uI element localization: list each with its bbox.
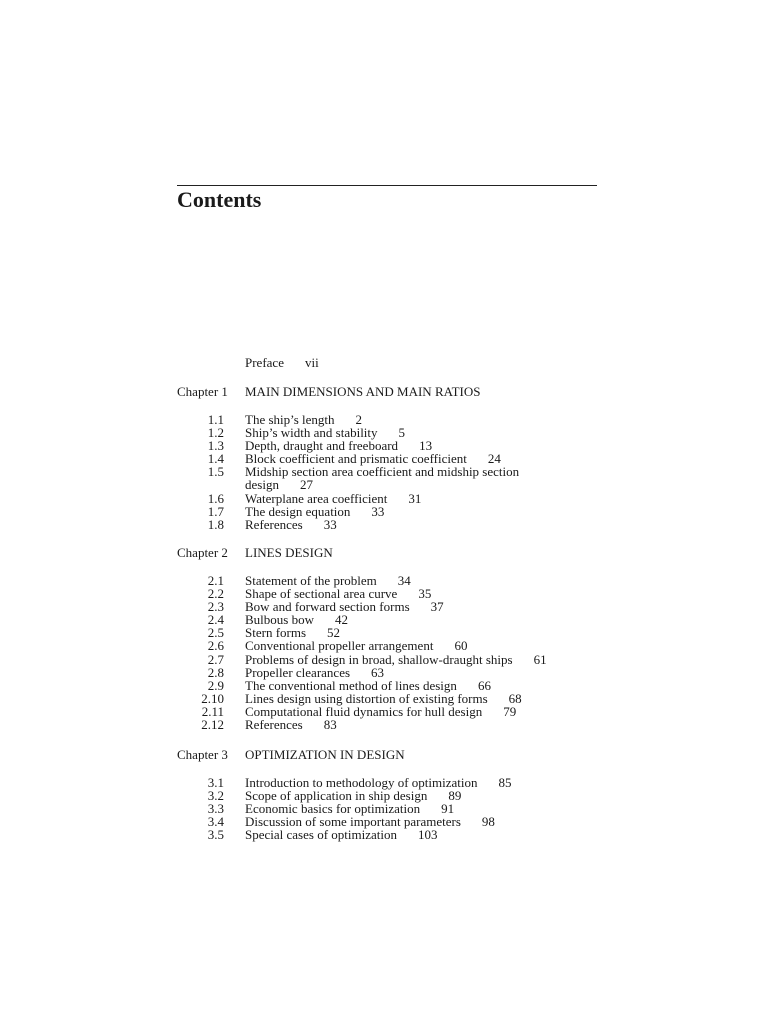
section-title: Lines design using distortion of existing forms: [245, 690, 488, 706]
section-page: 89: [448, 788, 462, 804]
toc-entry: [177, 518, 617, 531]
section-number: 2.2: [207, 586, 224, 602]
chapter-label: Chapter 2: [177, 545, 228, 560]
section-number: 1.7: [207, 503, 224, 519]
section-title: Ship’s width and stability: [245, 425, 378, 441]
toc-entry: [177, 492, 617, 505]
section-number: 3.5: [207, 827, 224, 843]
section-number: 2.8: [207, 664, 224, 680]
section-page: 52: [327, 625, 341, 641]
section-page: 37: [430, 599, 444, 615]
section-page: 33: [371, 503, 385, 519]
section-page: 27: [299, 477, 313, 493]
section-list: [177, 776, 617, 841]
section-number: 1.4: [207, 451, 224, 467]
section-page: 60: [454, 638, 468, 654]
section-number: 2.12: [201, 717, 224, 733]
section-page: 34: [397, 573, 411, 588]
section-page: 85: [498, 775, 512, 790]
preface-label: Preface: [245, 355, 284, 370]
toc-entry: [177, 653, 617, 666]
chapter-1: [177, 384, 617, 531]
toc-entry: [177, 505, 617, 518]
page-title: Contents: [177, 187, 262, 212]
section-number: 1.6: [207, 490, 224, 506]
section-title: Block coefficient and prismatic coefficient: [245, 451, 467, 467]
section-title: Problems of design in broad, shallow-draught ships: [245, 651, 513, 667]
section-title: Introduction to methodology of optimization: [245, 775, 478, 790]
section-title: Discussion of some important parameters: [245, 814, 461, 830]
section-number: 2.7: [207, 651, 224, 667]
section-page: 2: [355, 412, 363, 427]
chapter-label: Chapter 3: [177, 747, 228, 762]
section-title: Statement of the problem: [245, 573, 377, 588]
preface-page: vii: [304, 355, 319, 370]
section-number: 3.3: [207, 801, 224, 817]
section-page: 91: [441, 801, 455, 817]
preface-entry: [245, 355, 319, 371]
section-number: 3.2: [207, 788, 224, 804]
chapter-heading: [177, 545, 617, 561]
section-title: Midship section area coefficient and midship section design: [245, 464, 520, 493]
section-page: 83: [323, 717, 337, 733]
section-number: 2.10: [201, 690, 224, 706]
section-page: 33: [323, 516, 337, 532]
section-title: References: [245, 516, 303, 532]
section-page: 63: [371, 664, 385, 680]
section-page: 68: [508, 690, 522, 706]
chapter-2: [177, 545, 617, 731]
toc-entry: [177, 465, 617, 491]
section-page: 42: [334, 612, 348, 628]
section-page: 24: [487, 451, 501, 467]
section-page: 5: [398, 425, 406, 441]
chapter-label: Chapter 1: [177, 384, 228, 399]
section-page: 103: [417, 827, 438, 843]
toc-entry: [177, 718, 617, 731]
chapter-heading: [177, 384, 617, 400]
section-title: Scope of application in ship design: [245, 788, 428, 804]
section-title: Economic basics for optimization: [245, 801, 421, 817]
toc-entry: [177, 828, 617, 841]
section-number: 1.8: [207, 516, 224, 532]
section-number: 2.6: [207, 638, 224, 654]
section-number: 1.3: [207, 438, 224, 454]
toc-entry: [177, 613, 617, 626]
section-page: 35: [418, 586, 432, 602]
section-title: Bulbous bow: [245, 612, 314, 628]
chapter-title: OPTIMIZATION IN DESIGN: [245, 747, 405, 762]
section-title: Bow and forward section forms: [245, 599, 410, 615]
toc-entry: [177, 413, 617, 426]
toc-entry: [177, 600, 617, 613]
section-title: Depth, draught and freeboard: [245, 438, 399, 454]
section-number: 1.5: [207, 464, 224, 480]
section-list: [177, 574, 617, 731]
section-title: Special cases of optimization: [245, 827, 397, 843]
section-title: Propeller clearances: [245, 664, 351, 680]
section-number: 1.1: [207, 412, 224, 427]
section-number: 2.1: [207, 573, 224, 588]
section-number: 2.9: [207, 677, 224, 693]
chapter-heading: [177, 747, 617, 763]
section-page: 31: [408, 490, 422, 506]
section-title: Shape of sectional area curve: [245, 586, 398, 602]
section-title: Waterplane area coefficient: [245, 490, 388, 506]
section-number: 2.5: [207, 625, 224, 641]
section-page: 66: [477, 677, 491, 693]
chapter-title: LINES DESIGN: [245, 545, 333, 560]
section-number: 3.4: [207, 814, 224, 830]
section-page: 13: [419, 438, 433, 454]
section-page: 79: [503, 703, 517, 719]
section-title: References: [245, 717, 303, 733]
section-number: 2.4: [207, 612, 224, 628]
section-title: The conventional method of lines design: [245, 677, 457, 693]
section-number: 2.11: [201, 703, 224, 719]
section-title: The design equation: [245, 503, 351, 519]
toc-entry: [177, 705, 617, 718]
section-number: 3.1: [207, 775, 224, 790]
section-title: The ship’s length: [245, 412, 335, 427]
section-page: 61: [533, 651, 547, 667]
toc-entry: [177, 815, 617, 828]
section-title: Conventional propeller arrangement: [245, 638, 434, 654]
section-title: Stern forms: [245, 625, 307, 641]
section-title: Computational fluid dynamics for hull design: [245, 703, 483, 719]
section-number: 2.3: [207, 599, 224, 615]
section-page: 98: [481, 814, 495, 830]
section-number: 1.2: [207, 425, 224, 441]
chapter-3: [177, 747, 617, 841]
chapter-title: MAIN DIMENSIONS AND MAIN RATIOS: [245, 384, 481, 399]
section-list: [177, 413, 617, 531]
